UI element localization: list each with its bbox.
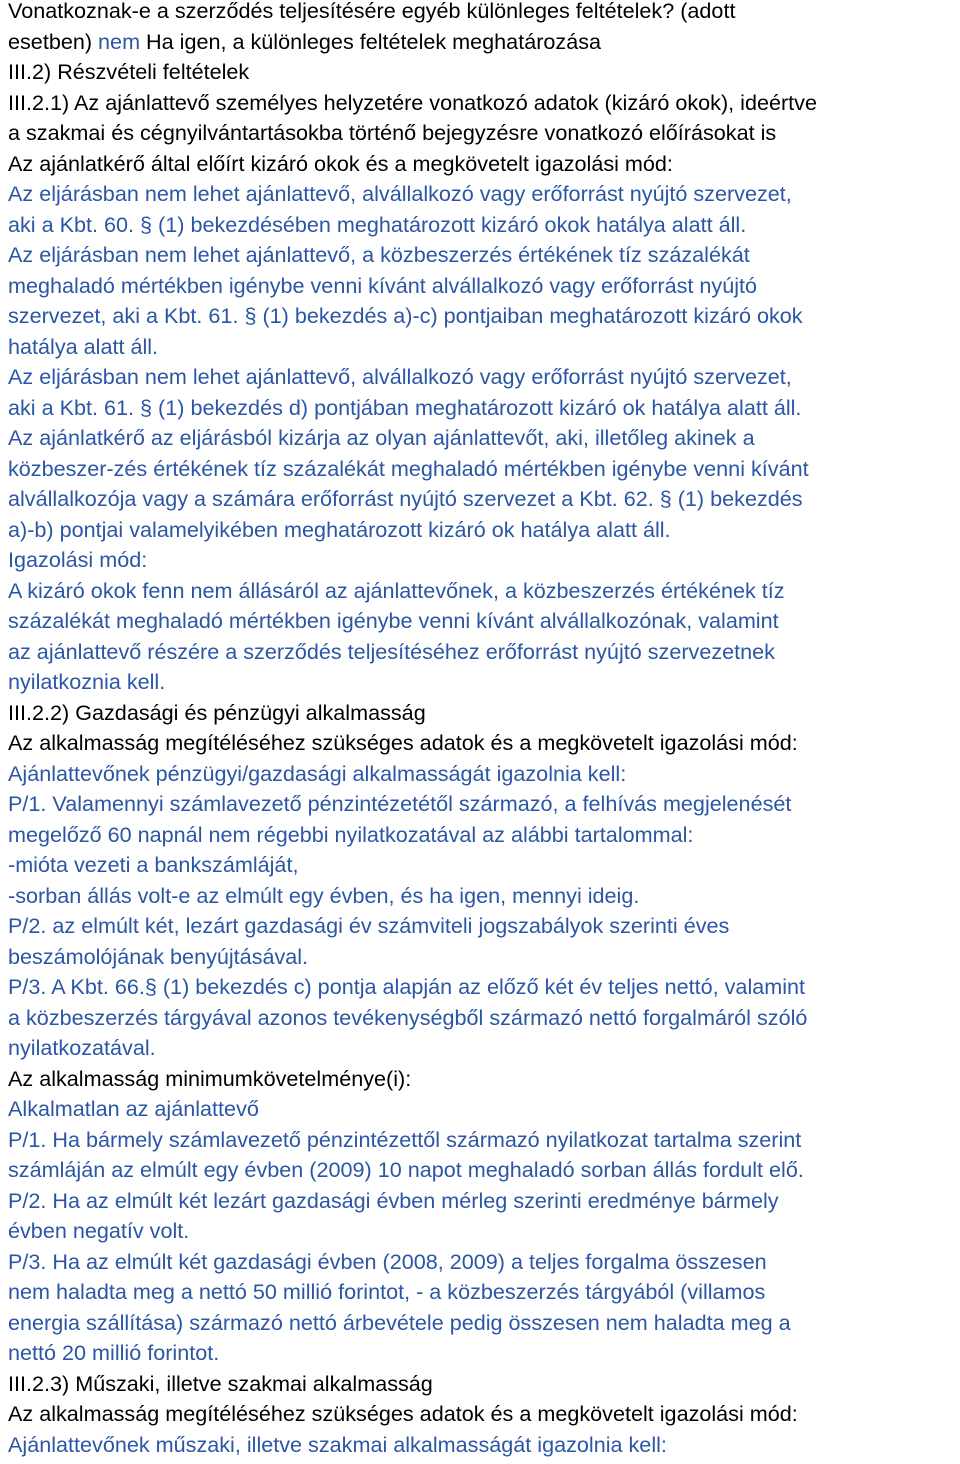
text-line xyxy=(8,1430,952,1461)
answer-text: meghaladó mértékben igénybe venni kívánt alvállalkozó vagy erőforrást nyújtó xyxy=(8,272,758,298)
text-line xyxy=(8,149,952,180)
form-label-text: Az alkalmasság megítéléséhez szükséges adatok és a megkövetelt igazolási mód: xyxy=(8,1401,798,1426)
answer-text: P/3. A Kbt. 66.§ (1) bekezdés c) pontja alapján az előző két év teljes nettó, valamint xyxy=(8,974,806,999)
text-line xyxy=(8,332,952,363)
text-line xyxy=(8,789,952,820)
text-line xyxy=(8,27,952,58)
answer-text: szervezet, aki a Kbt. 61. § (1) bekezdés a)-c) pontjaiban meghatározott kizáró okok xyxy=(8,303,803,328)
text-line xyxy=(8,1308,952,1339)
text-line xyxy=(8,911,952,942)
answer-text: Alkalmatlan az ajánlattevő xyxy=(8,1096,259,1121)
text-line xyxy=(8,1155,952,1186)
text-line xyxy=(8,301,952,332)
answer-text: A kizáró okok fenn nem állásáról az ajánlattevőnek, a közbeszerzés értékének tíz xyxy=(8,577,785,603)
answer-text: -sorban állás volt-e az elmúlt egy évben, és ha igen, mennyi ideig. xyxy=(8,882,640,908)
text-line xyxy=(8,759,952,790)
answer-text: alvállalkozója vagy a számára erőforrást nyújtó szervezet a Kbt. 62. § (1) bekezdés xyxy=(8,486,803,511)
answer-text: energia szállítása) származó nettó árbevétele pedig összesen nem haladta meg a xyxy=(8,1309,791,1335)
text-line xyxy=(8,881,952,912)
answer-text: a közbeszerzés tárgyával azonos tevékenységből származó nettó forgalmáról szóló xyxy=(8,1004,808,1030)
answer-text: hatálya alatt áll. xyxy=(8,333,159,359)
answer-text: -mióta vezeti a bankszámláját, xyxy=(8,852,299,877)
answer-text: P/2. Ha az elmúlt két lezárt gazdasági évben mérleg szerinti eredménye bármely xyxy=(8,1187,779,1213)
text-line xyxy=(8,515,952,546)
form-label-text: III.2.1) Az ajánlattevő személyes helyzetére vonatkozó adatok (kizáró okok), ideértve xyxy=(8,89,817,115)
text-line xyxy=(8,1277,952,1308)
text-line xyxy=(8,820,952,851)
form-label-text: III.2.3) Műszaki, illetve szakmai alkalmasság xyxy=(8,1370,433,1396)
text-line xyxy=(8,57,952,88)
answer-text: nyilatkoznia kell. xyxy=(8,669,166,694)
text-line xyxy=(8,179,952,210)
text-line xyxy=(8,1216,952,1247)
text-line xyxy=(8,210,952,241)
text-line xyxy=(8,1064,952,1095)
answer-text: Az ajánlatkérő az eljárásból kizárja az olyan ajánlattevőt, aki, illetőleg akinek a xyxy=(8,425,755,450)
answer-text: évben negatív volt. xyxy=(8,1218,190,1243)
text-line xyxy=(8,972,952,1003)
text-line xyxy=(8,118,952,149)
form-label-text: Vonatkoznak-e a szerződés teljesítésére egyéb különleges feltételek? (adott xyxy=(8,0,736,23)
text-line xyxy=(8,240,952,271)
text-line xyxy=(8,423,952,454)
answer-text: P/2. az elmúlt két, lezárt gazdasági év számviteli jogszabályok szerinti éves xyxy=(8,913,730,938)
text-line xyxy=(8,545,952,576)
text-line xyxy=(8,576,952,607)
answer-text: P/1. Ha bármely számlavezető pénzintézettől származó nyilatkozat tartalma szerint xyxy=(8,1126,802,1152)
answer-text: aki a Kbt. 61. § (1) bekezdés d) pontjában meghatározott kizáró ok hatálya alatt áll. xyxy=(8,394,802,420)
text-line xyxy=(8,942,952,973)
answer-text: Az eljárásban nem lehet ajánlattevő, a közbeszerzés értékének tíz százalékát xyxy=(8,242,750,267)
text-line xyxy=(8,1003,952,1034)
text-line xyxy=(8,637,952,668)
text-line xyxy=(8,1033,952,1064)
answer-text: Az eljárásban nem lehet ajánlattevő, alvállalkozó vagy erőforrást nyújtó szervezet, xyxy=(8,364,792,389)
answer-text: nem xyxy=(98,28,141,54)
answer-text: a)-b) pontjai valamelyikében meghatározott kizáró ok hatálya alatt áll. xyxy=(8,516,671,542)
text-line xyxy=(8,88,952,119)
text-line xyxy=(8,454,952,485)
text-line xyxy=(8,728,952,759)
answer-text: aki a Kbt. 60. § (1) bekezdésében meghatározott kizáró okok hatálya alatt áll. xyxy=(8,211,747,237)
text-line xyxy=(8,1399,952,1430)
answer-text: beszámolójának benyújtásával. xyxy=(8,943,309,969)
form-label-text: III.2.2) Gazdasági és pénzügyi alkalmasság xyxy=(8,699,426,725)
text-line xyxy=(8,1338,952,1369)
answer-text: közbeszer-zés értékének tíz százalékát meghaladó mértékben igénybe venni kívánt xyxy=(8,455,809,481)
text-line xyxy=(8,667,952,698)
text-line xyxy=(8,1186,952,1217)
answer-text: P/3. Ha az elmúlt két gazdasági évben (2008, 2009) a teljes forgalma összesen xyxy=(8,1248,767,1274)
form-label-text: a szakmai és cégnyilvántartásokba történő bejegyzésre vonatkozó előírásokat is xyxy=(8,120,777,145)
answer-text: Igazolási mód: xyxy=(8,547,148,572)
form-label-text: Az ajánlatkérő által előírt kizáró okok és a megkövetelt igazolási mód: xyxy=(8,150,673,176)
form-label-text: esetben) xyxy=(8,28,99,54)
answer-text: nyilatkozatával. xyxy=(8,1035,156,1060)
text-line xyxy=(8,1247,952,1278)
answer-text: az ajánlattevő részére a szerződés teljesítéséhez erőforrást nyújtó szervezetnek xyxy=(8,638,775,664)
text-line xyxy=(8,606,952,637)
answer-text: százalékát meghaladó mértékben igénybe venni kívánt alvállalkozónak, valamint xyxy=(8,608,779,633)
answer-text: nem haladta meg a nettó 50 millió forintot, - a közbeszerzés tárgyából (villamos xyxy=(8,1279,766,1304)
form-label-text: Ha igen, a különleges feltételek meghatározása xyxy=(140,28,602,54)
text-line xyxy=(8,1369,952,1400)
text-line xyxy=(8,1125,952,1156)
answer-text: megelőző 60 napnál nem régebbi nyilatkozatával az alábbi tartalommal: xyxy=(8,821,694,847)
answer-text: Ajánlattevőnek műszaki, illetve szakmai alkalmasságát igazolnia kell: xyxy=(8,1431,667,1457)
text-line xyxy=(8,1094,952,1125)
text-line xyxy=(8,484,952,515)
text-line xyxy=(8,393,952,424)
text-line xyxy=(8,0,952,27)
form-label-text: III.2) Részvételi feltételek xyxy=(8,59,250,84)
text-line xyxy=(8,362,952,393)
answer-text: számláján az elmúlt egy évben (2009) 10 napot meghaladó sorban állás fordult elő. xyxy=(8,1157,804,1182)
text-line xyxy=(8,698,952,729)
form-label-text: Az alkalmasság megítéléséhez szükséges adatok és a megkövetelt igazolási mód: xyxy=(8,730,798,755)
form-label-text: Az alkalmasság minimumkövetelménye(i): xyxy=(8,1065,412,1091)
answer-text: nettó 20 millió forintot. xyxy=(8,1340,220,1365)
answer-text: Az eljárásban nem lehet ajánlattevő, alvállalkozó vagy erőforrást nyújtó szervezet, xyxy=(8,181,792,206)
text-line xyxy=(8,850,952,881)
text-line xyxy=(8,271,952,302)
answer-text: Ajánlattevőnek pénzügyi/gazdasági alkalmasságát igazolnia kell: xyxy=(8,760,627,786)
answer-text: P/1. Valamennyi számlavezető pénzintézetétől származó, a felhívás megjelenését xyxy=(8,791,792,816)
